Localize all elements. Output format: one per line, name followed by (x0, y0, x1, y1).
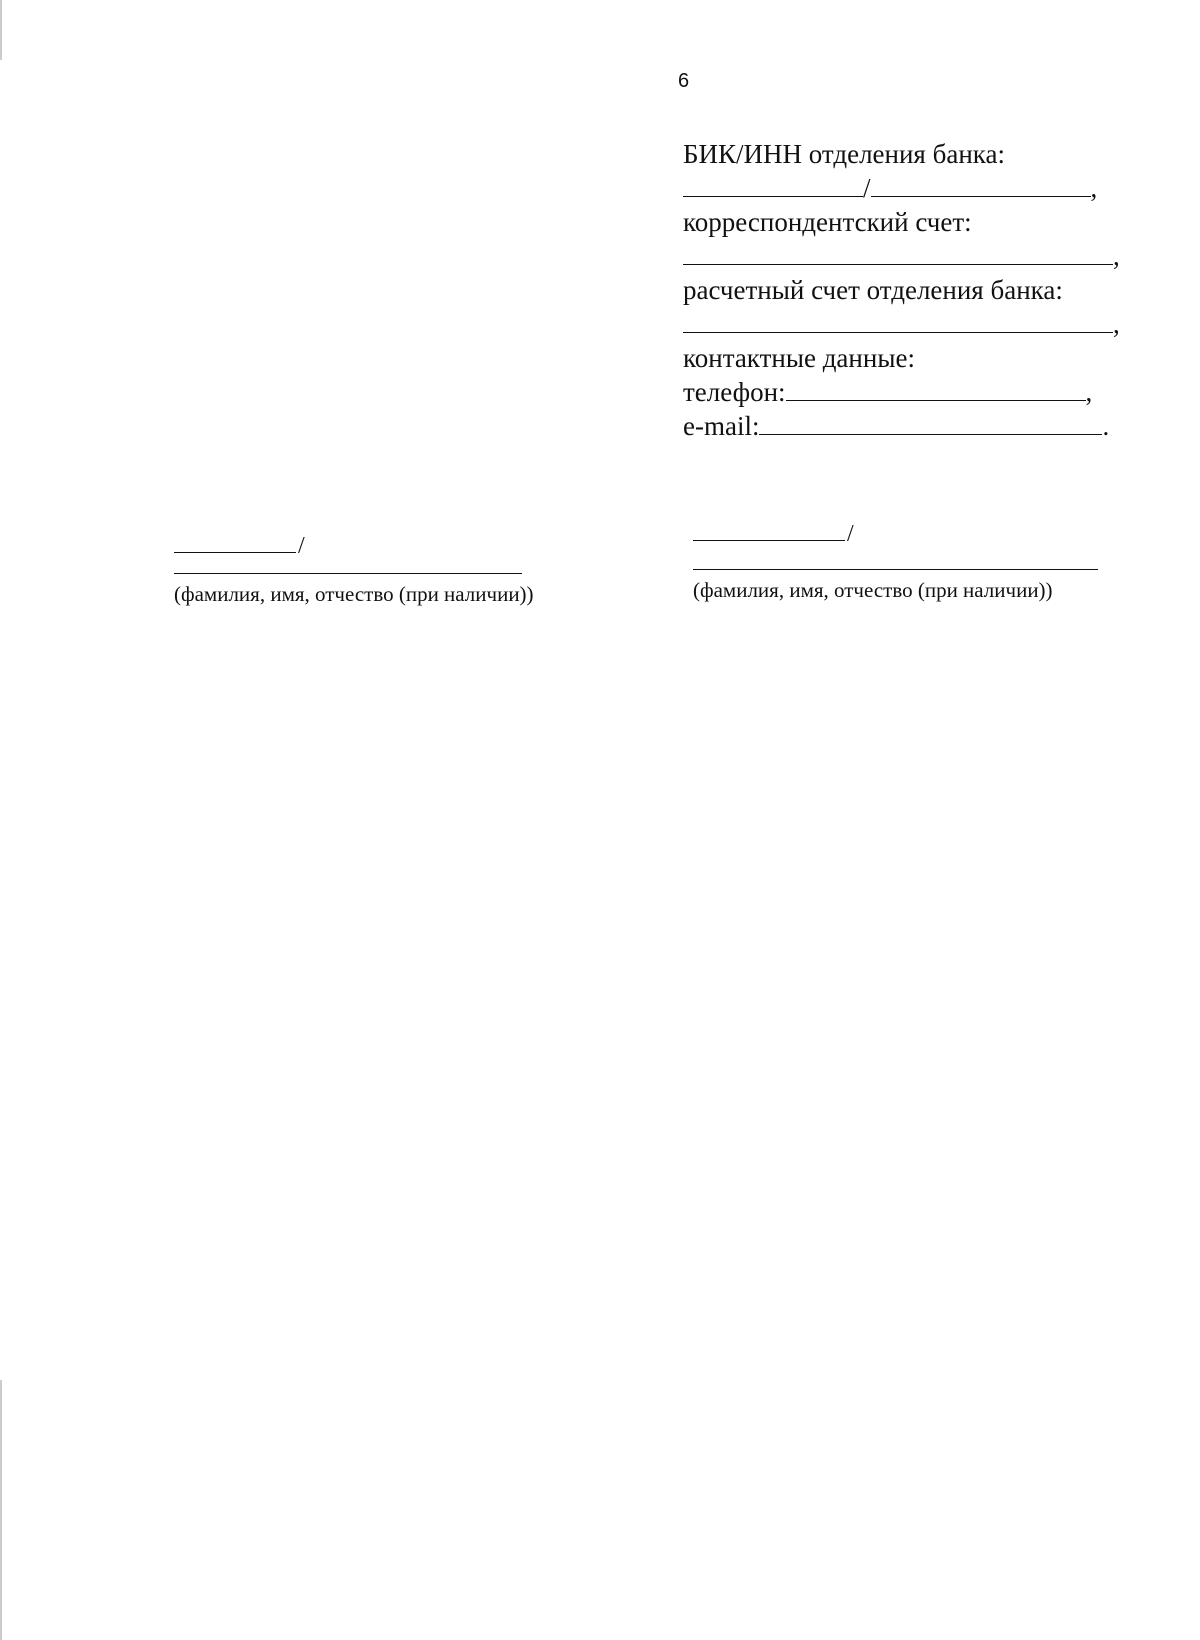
comma: , (1085, 377, 1093, 407)
settlement-account-field[interactable] (683, 308, 1113, 333)
signature-slash: / (298, 533, 305, 559)
full-name-field[interactable] (693, 568, 1098, 570)
corr-account-row (683, 239, 1123, 273)
comma: , (1113, 309, 1120, 339)
bik-inn-label: БИК/ИНН отделения банка: (683, 139, 1005, 169)
bik-field[interactable] (683, 172, 863, 197)
bank-details-block (683, 137, 1123, 443)
signature-slash: / (847, 521, 854, 547)
bik-inn-fields (683, 171, 1123, 205)
corr-account-field[interactable] (683, 240, 1113, 265)
email-label: e-mail: (683, 411, 760, 441)
full-name-caption: (фамилия, имя, отчество (при наличии)) (174, 582, 534, 606)
signature-field[interactable] (693, 518, 845, 541)
contacts-label: контактные данные: (683, 343, 915, 373)
signature-block-right (693, 518, 1098, 603)
email-field[interactable] (759, 410, 1102, 435)
corr-account-label: корреспондентский счет: (683, 207, 972, 237)
inn-field[interactable] (871, 172, 1091, 197)
period: . (1102, 411, 1110, 441)
phone-field[interactable] (786, 376, 1086, 401)
signature-field[interactable] (174, 530, 296, 553)
settlement-account-label: расчетный счет отделения банка: (683, 275, 1063, 305)
bik-inn-separator: / (863, 173, 871, 203)
email-row (683, 409, 1123, 443)
comma: , (1113, 241, 1120, 271)
phone-row (683, 375, 1123, 409)
scan-edge-mark (0, 0, 2, 60)
scan-edge-mark (0, 1380, 2, 1640)
phone-label: телефон: (683, 377, 786, 407)
page-number: 6 (678, 70, 690, 92)
full-name-caption: (фамилия, имя, отчество (при наличии)) (693, 578, 1053, 602)
full-name-field[interactable] (174, 572, 522, 574)
settlement-account-row (683, 307, 1123, 341)
signature-block-left (174, 530, 534, 607)
comma: , (1090, 173, 1098, 203)
